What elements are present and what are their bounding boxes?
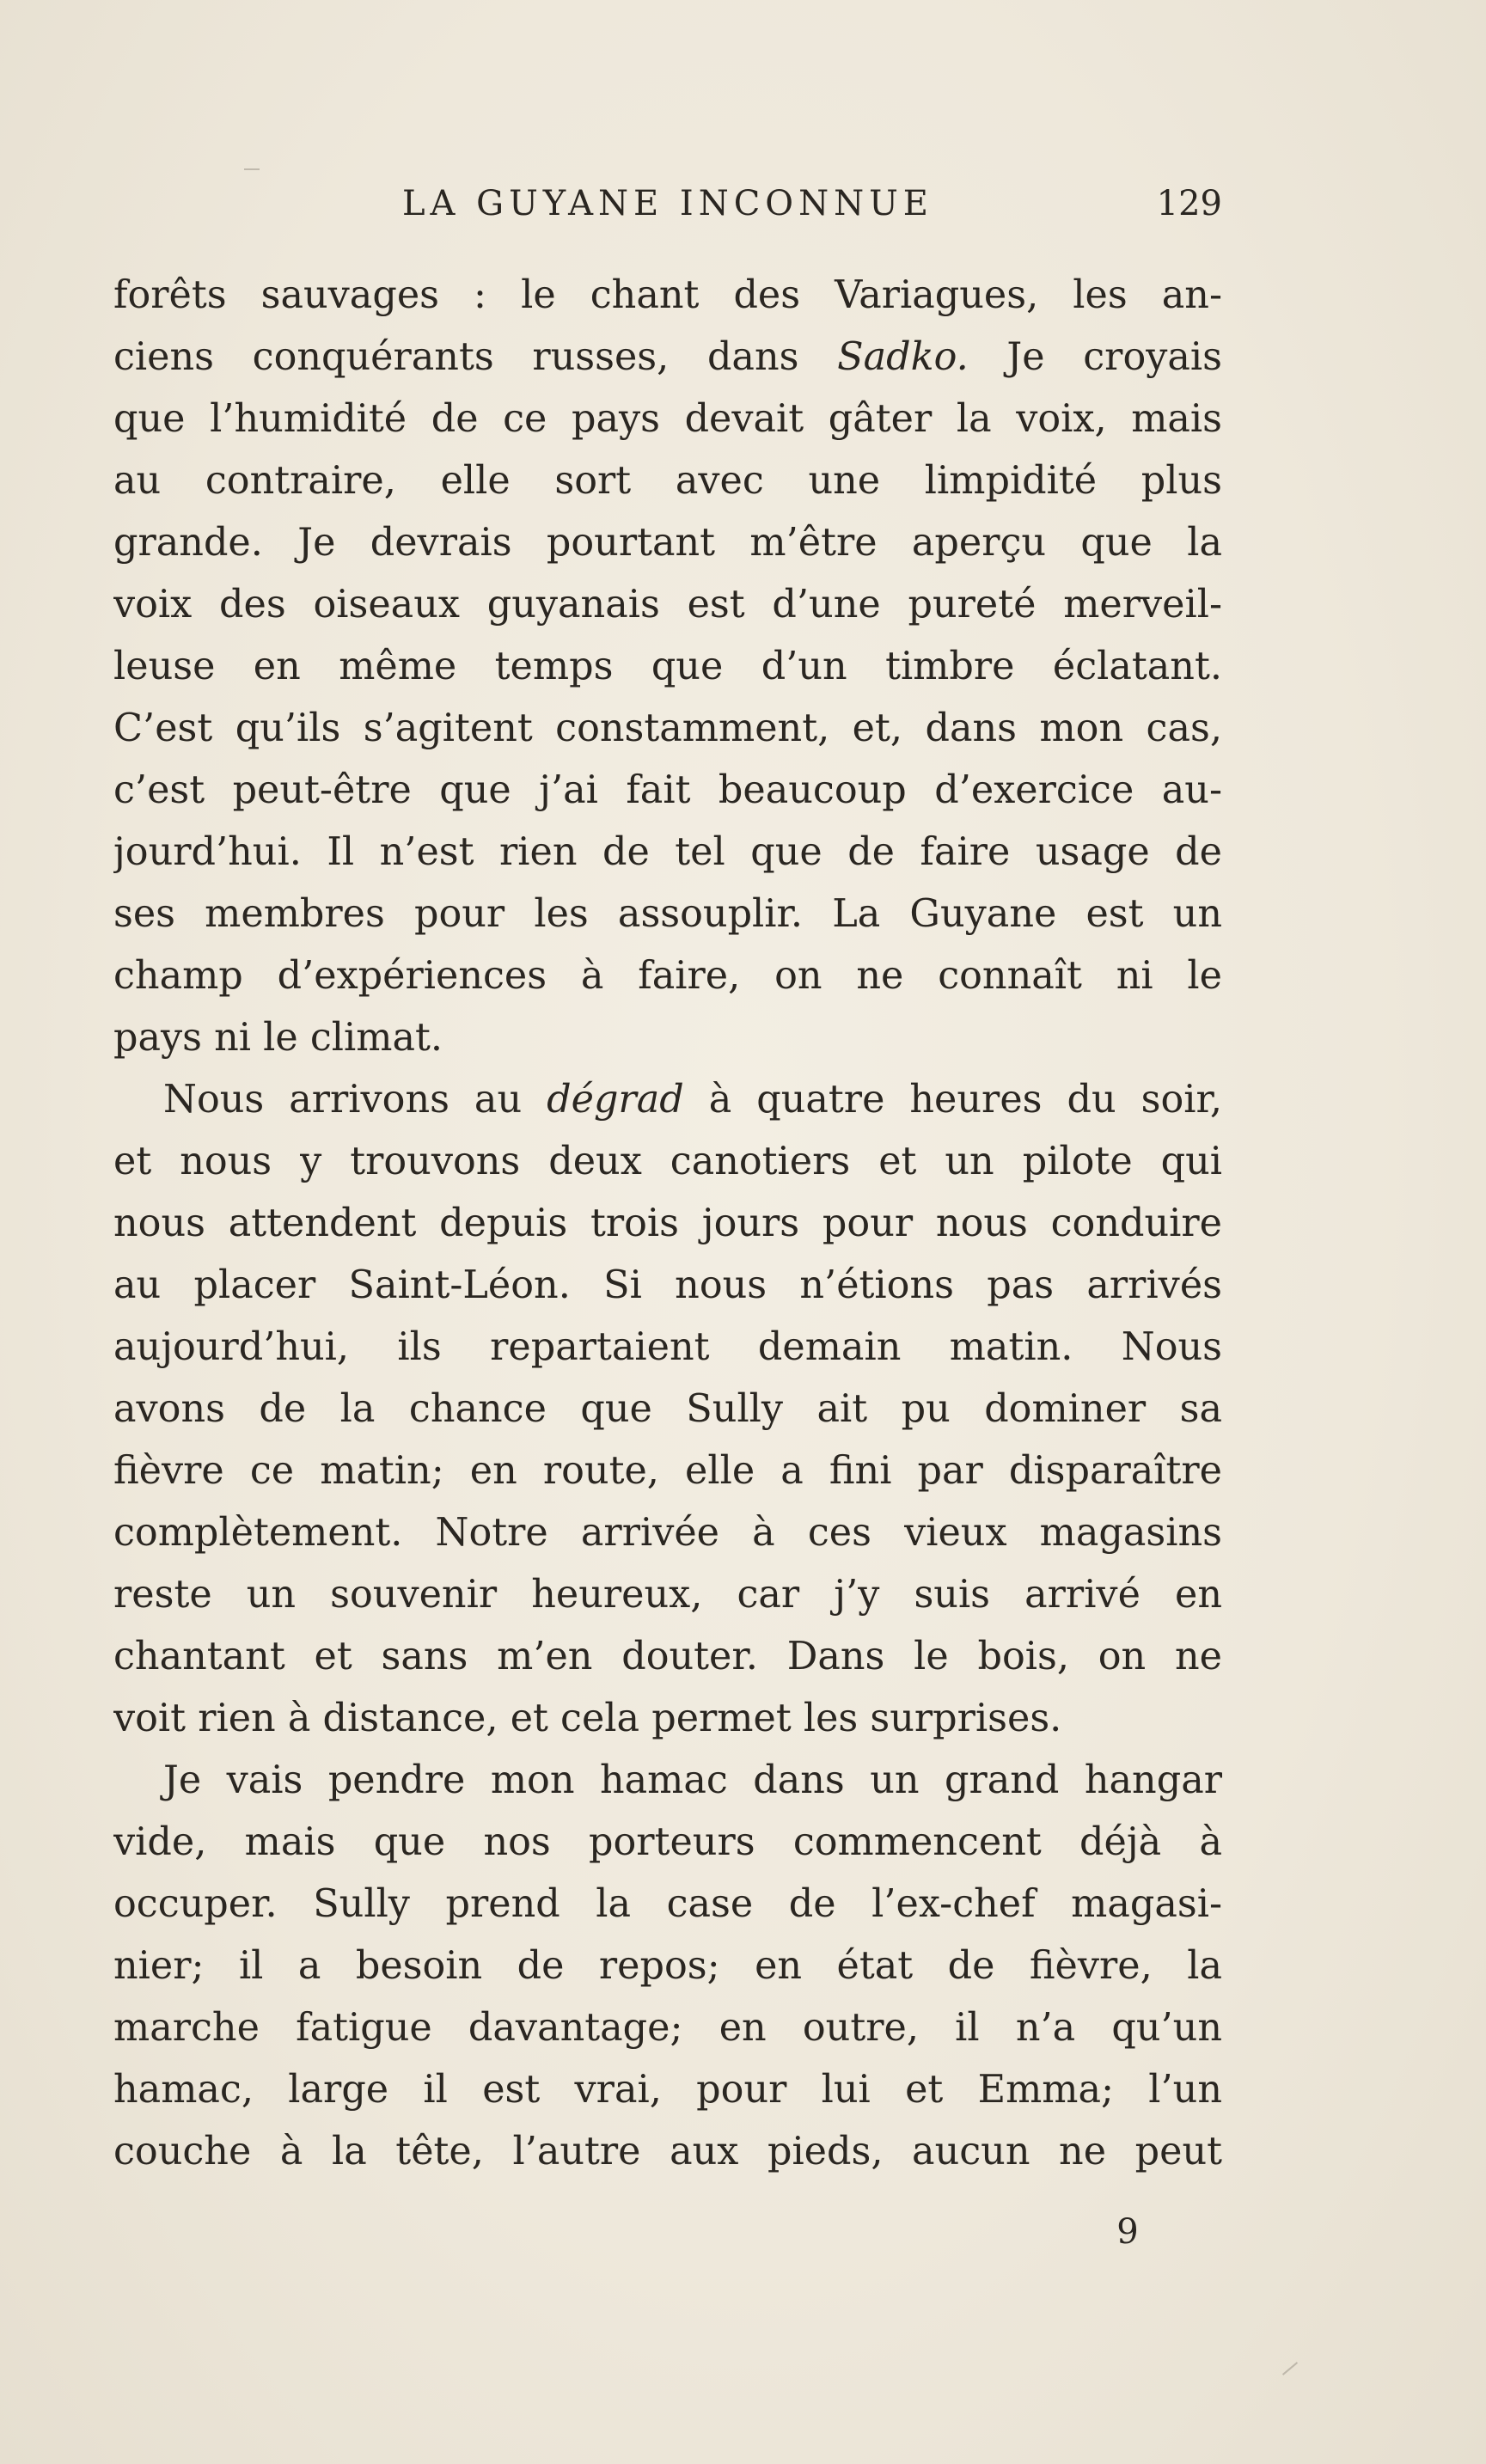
text-line: complètement. Notre arrivée à ces vieux magasins — [113, 1511, 1222, 1555]
text-line: nier; il a besoin de repos; en état de fièvre, la — [113, 1944, 1222, 1988]
text-line: ciens conquérants russes, dans Sadko. Je croyais — [113, 335, 1222, 379]
text-line: vide, mais que nos porteurs commencent déjà à — [113, 1820, 1222, 1864]
running-title: LA GUYANE INCONNUE — [401, 184, 934, 223]
signature-mark: 9 — [1116, 2212, 1139, 2252]
text-line: voit rien à distance, et cela permet les surprises. — [113, 1697, 1062, 1740]
italic-term: dégrad — [547, 1078, 684, 1122]
text-line: leuse en même temps que d’un timbre éclatant. — [113, 645, 1222, 688]
text-line: et nous y trouvons deux canotiers et un pilote qui — [113, 1140, 1222, 1183]
paper-speck — [244, 168, 260, 170]
text-line: ses membres pour les assouplir. La Guyane est un — [113, 892, 1222, 936]
text-line: chantant et sans m’en douter. Dans le bois, on ne — [113, 1635, 1222, 1678]
text-line: hamac, large il est vrai, pour lui et Emma; l’un — [113, 2068, 1222, 2112]
text-line: voix des oiseaux guyanais est d’une pureté merveil- — [113, 583, 1222, 627]
paper-speck — [1282, 2362, 1298, 2375]
text-line: Je vais pendre mon hamac dans un grand hangar — [163, 1758, 1222, 1802]
page-header — [113, 182, 1222, 234]
text-line: marche fatigue davantage; en outre, il n’a qu’un — [113, 2006, 1222, 2050]
text-line: au placer Saint-Léon. Si nous n’étions pas arrivés — [113, 1263, 1222, 1307]
text-line: que l’humidité de ce pays devait gâter la voix, mais — [113, 397, 1222, 441]
text-line: aujourd’hui, ils repartaient demain matin. Nous — [113, 1325, 1222, 1369]
text-line: couche à la tête, l’autre aux pieds, aucun ne peut — [113, 2130, 1222, 2174]
text-line: pays ni le climat. — [113, 1016, 443, 1060]
text-line: c’est peut-être que j’ai fait beaucoup d’exercice au- — [113, 768, 1222, 812]
text-line: grande. Je devrais pourtant m’être aperçu que la — [113, 521, 1222, 565]
page-number: 129 — [1156, 184, 1222, 223]
text-line: avons de la chance que Sully ait pu dominer sa — [113, 1387, 1222, 1431]
italic-title: Sadko. — [837, 335, 969, 379]
text-line: occuper. Sully prend la case de l’ex-chef magasi- — [113, 1882, 1222, 1926]
text-line: fièvre ce matin; en route, elle a fini par disparaître — [113, 1449, 1222, 1493]
body-text — [113, 265, 1222, 2183]
text-line: au contraire, elle sort avec une limpidité plus — [113, 459, 1222, 503]
text-line: nous attendent depuis trois jours pour nous conduire — [113, 1201, 1222, 1245]
text-line: Nous arrivons au dégrad à quatre heures du soir, — [163, 1078, 1222, 1122]
text-line: C’est qu’ils s’agitent constamment, et, dans mon cas, — [113, 706, 1222, 750]
text-line: forêts sauvages : le chant des Variagues, les an- — [113, 273, 1222, 317]
text-line: reste un souvenir heureux, car j’y suis arrivé en — [113, 1573, 1222, 1617]
text-line: jourd’hui. Il n’est rien de tel que de faire usage de — [113, 830, 1222, 874]
text-line: champ d’expériences à faire, on ne connaît ni le — [113, 954, 1222, 998]
